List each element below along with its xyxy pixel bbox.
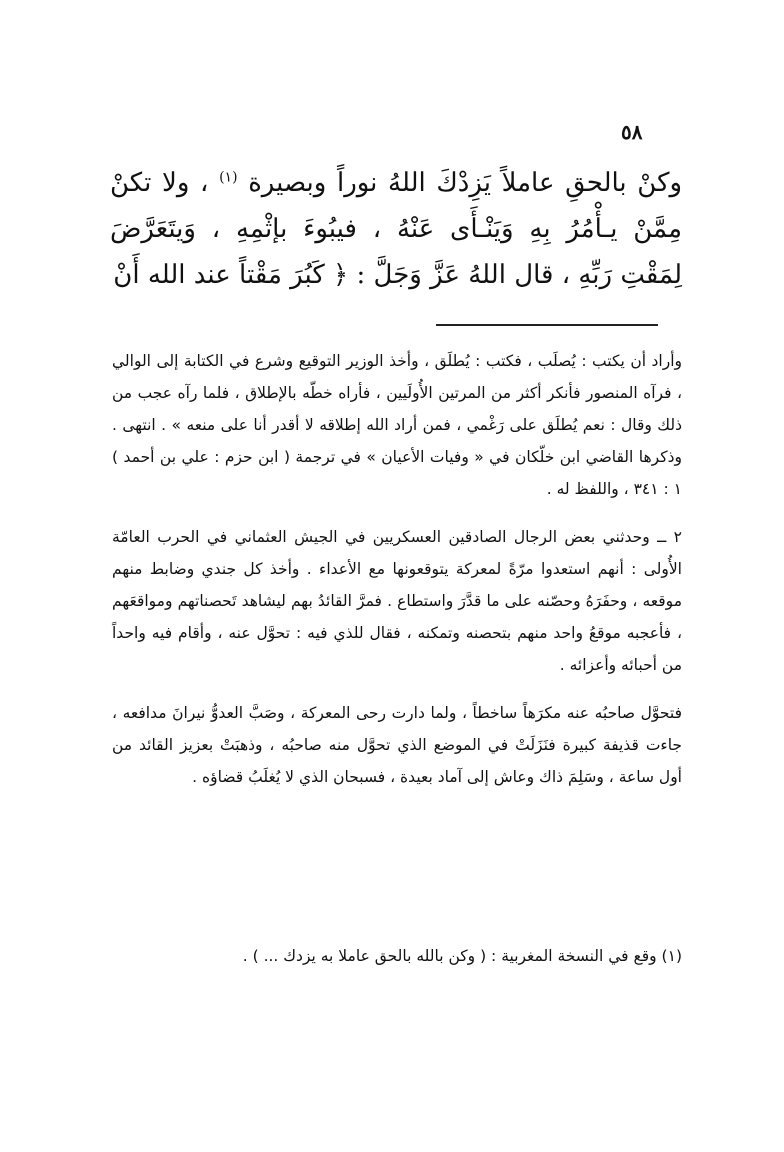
main-text-block <box>110 160 682 298</box>
footnote-separator-line <box>436 324 658 326</box>
commentary-paragraph-1: وأراد أن يكتب : يُصلَب ، فكتب : يُطلَق ، وأخذ الوزير التوقيع وشرع في الكتابة إلى الوالي ، فرآه المنصور فأنكر أكثر من المرتين الأُولَيين ، فأراه خطّه بالإطلاق ، فلما رآه عجب من ذلك وقال : نعم يُطلَق على رَغْمي ، فمن أراد الله إطلاقه لا أقدر أنا على منعه » . انتهى . وذكرها القاضي ابن خلّكان في « وفيات الأعيان » في ترجمة ( ابن حزم : علي بن أحمد ) ١ : ٣٤١ ، واللفظ له . <box>112 352 682 498</box>
main-text-part-2: ، ولا تكنْ مِمَّنْ يـأْمُرُ بِهِ وَيَنْـأَى عَنْهُ ، فيبُوءَ بإثْمِهِ ، وَيتَعَرَّضَ لِمَقْتِ رَبِّهِ ، قال اللهُ عَزَّ وَجَلَّ : ﴿ كَبُرَ مَقْتاً عند الله أَنْ <box>110 168 682 290</box>
commentary-paragraph-2: ٢ ــ وحدثني بعض الرجال الصادقين العسكريين في الجيش العثماني في الحرب العامّة الأُولى : أنهم استعدوا مرّةً لمعركة يتوقعونها مع الأعداء . وأخذ كل جندي وضابط منهم موقعه ، وحفَرَهُ وحصّنه على ما قدَّرَ واستطاع . فمرَّ القائدُ بهم ليشاهد تَحصناتهم ومواقعَهم ، فأعجبه موقعُ واحد منهم بتحصنه وتمكنه ، فقال للذي فيه : تحوَّل عنه ، وأقام فيه واحداً من أحبائه وأعزائه . <box>112 528 682 674</box>
commentary-block <box>112 345 682 809</box>
footnote-marker[interactable]: (١) <box>219 169 238 186</box>
main-paragraph <box>110 160 682 298</box>
commentary-paragraph-3: فتحوَّل صاحبُه عنه مكرَهاً ساخطاً ، ولما دارت رحى المعركة ، وصَبَّ العدوُّ نيرانَ مدافعه ، جاءت قذيفة كبيرة فنَزَلَتْ في الموضع الذي تحوَّل منه صاحبُه ، وذهبَتْ بعزيز القائد من أول ساعة ، وسَلِمَ ذاك وعاش إلى آماد بعيدة ، فسبحان الذي لا يُغلَبُ قضاؤه . <box>112 704 682 786</box>
footnote: (١) وقع في النسخة المغربية : ( وكن بالله بالحق عاملا به يزدك ... ) . <box>242 947 682 965</box>
page-number: ٥٨ <box>621 120 643 144</box>
main-text-part-1: وكنْ بالحقِ عاملاً يَزِدْكَ اللهُ نوراً وبصيرة <box>248 168 683 198</box>
